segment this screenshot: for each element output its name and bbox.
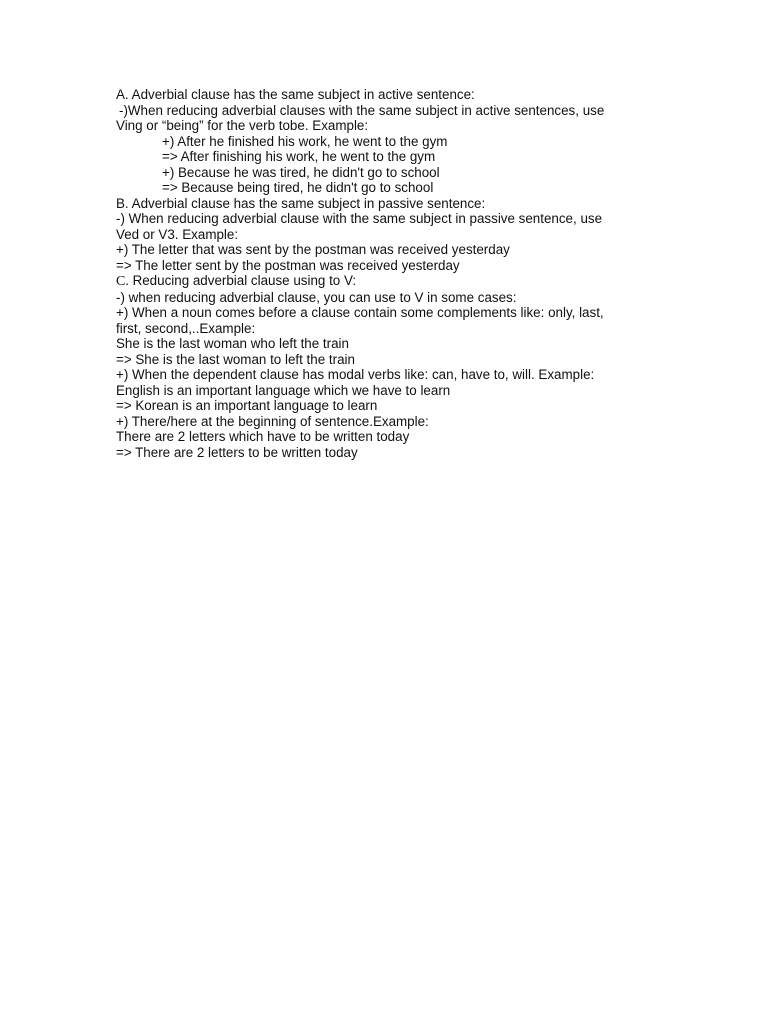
section-c-case-3-example-1: There are 2 letters which have to be written today: [116, 429, 410, 444]
section-b-example-1: +) The letter that was sent by the postman was received yesterday: [116, 242, 510, 257]
section-c-intro: -) when reducing adverbial clause, you can use to V in some cases:: [116, 289, 517, 305]
section-c-letter: C.: [116, 274, 129, 289]
section-c-case-2-line-1: +) When the dependent clause has modal verbs like: can, have to, will. Example:: [116, 367, 595, 382]
section-a-rule-line-1: -)When reducing adverbial clauses with the same subject in active sentences, use: [119, 102, 605, 118]
section-c-case-2-example-2: => Korean is an important language to learn: [116, 398, 378, 413]
section-a-example-3: +) Because he was tired, he didn't go to school: [162, 164, 440, 180]
document-page: [116, 87, 646, 460]
section-c-heading: [116, 273, 646, 290]
section-c-case-3-example-2: => There are 2 letters to be written today: [116, 444, 358, 460]
section-c-heading-text: Reducing adverbial clause using to V:: [128, 273, 357, 288]
section-c-case-1-line-2: first, second,..Example:: [116, 320, 256, 336]
section-b-example-2: => The letter sent by the postman was received yesterday: [116, 257, 460, 273]
section-c-case-2-example-1: English is an important language which we have to learn: [116, 382, 451, 398]
section-a-heading: A. Adverbial clause has the same subject in active sentence:: [116, 87, 475, 102]
section-b-rule-line-2: Ved or V3. Example:: [116, 226, 239, 242]
section-c-case-3-line-1: +) There/here at the beginning of sentence.Example:: [116, 413, 429, 429]
section-a-rule-line-2: Ving or “being” for the verb tobe. Example:: [116, 118, 369, 133]
section-a-example-1: +) After he finished his work, he went to the gym: [162, 133, 448, 149]
section-a-example-2: => After finishing his work, he went to the gym: [162, 149, 436, 164]
section-c-case-1-example-1: She is the last woman who left the train: [116, 336, 349, 351]
section-b-heading: B. Adverbial clause has the same subject in passive sentence:: [116, 195, 486, 211]
section-b-rule-line-1: -) When reducing adverbial clause with the same subject in passive sentence, use: [116, 211, 603, 226]
section-a-example-4: => Because being tired, he didn't go to school: [162, 180, 434, 195]
section-c-case-1-line-1: +) When a noun comes before a clause contain some complements like: only, last,: [116, 305, 604, 320]
section-c-case-1-example-2: => She is the last woman to left the train: [116, 351, 355, 367]
